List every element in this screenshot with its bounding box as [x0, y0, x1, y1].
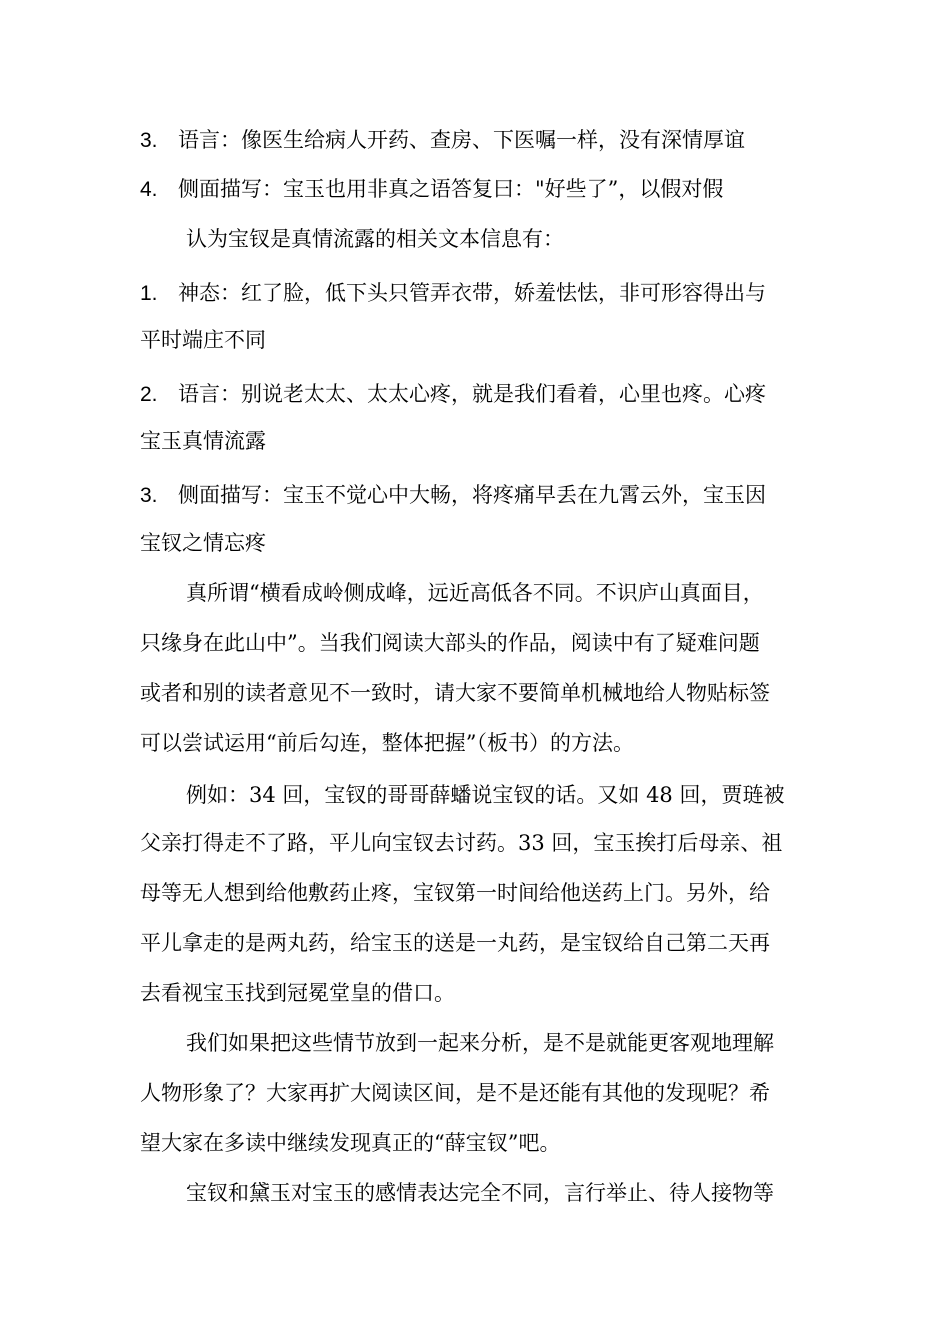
- paragraph-line: 人物形象了？大家再扩大阅读区间，是不是还能有其他的发现呢？希: [140, 1081, 770, 1105]
- paragraph-line: 平儿拿走的是两丸药，给宝玉的送是一丸药，是宝钗给自己第二天再: [140, 931, 770, 955]
- paragraph-line: 只缘身在此山中”。当我们阅读大部头的作品，阅读中有了疑难问题: [140, 631, 760, 655]
- paragraph-line: 可以尝试运用“前后勾连，整体把握”（板书）的方法。: [140, 731, 634, 755]
- line-text: 神态：红了脸，低下头只管弄衣带，娇羞怯怯，非可形容得出与: [178, 281, 766, 305]
- list-item: [140, 174, 830, 205]
- paragraph-line: 宝玉真情流露: [140, 429, 266, 453]
- list-item: [140, 278, 830, 309]
- paragraph-line: 例如：34 回，宝钗的哥哥薛蟠说宝钗的话。又如 48 回，贾琏被: [186, 783, 785, 807]
- paragraph-line: 父亲打得走不了路，平儿向宝钗去讨药。33 回，宝玉挨打后母亲、祖: [140, 831, 783, 855]
- paragraph-line: 真所谓“横看成岭侧成峰，远近高低各不同。不识庐山真面目，: [186, 581, 764, 605]
- list-number: 3.: [140, 484, 158, 507]
- line-text: 侧面描写：宝玉不觉心中大畅，将疼痛早丢在九霄云外，宝玉因: [178, 483, 766, 507]
- list-number: 3.: [140, 129, 158, 152]
- line-text: 侧面描写：宝玉也用非真之语答复曰："好些了”，以假对假: [178, 177, 724, 201]
- paragraph-line: 去看视宝玉找到冠冕堂皇的借口。: [140, 981, 455, 1005]
- paragraph-line: 或者和别的读者意见不一致时，请大家不要简单机械地给人物贴标签: [140, 681, 770, 705]
- paragraph-line: 宝钗和黛玉对宝玉的感情表达完全不同，言行举止、待人接物等: [186, 1181, 774, 1205]
- list-item: [140, 125, 830, 156]
- list-number: 4.: [140, 178, 158, 201]
- list-item: [140, 379, 830, 410]
- list-item: [140, 480, 830, 511]
- paragraph-line: 平时端庄不同: [140, 328, 266, 352]
- line-text: 语言：像医生给病人开药、查房、下医嘱一样，没有深情厚谊: [178, 128, 745, 152]
- paragraph-line: 我们如果把这些情节放到一起来分析，是不是就能更客观地理解: [186, 1031, 774, 1055]
- line-text: 语言：别说老太太、太太心疼，就是我们看着，心里也疼。心疼: [178, 382, 766, 406]
- list-number: 2.: [140, 383, 158, 406]
- paragraph-line: 望大家在多读中继续发现真正的“薛宝钗”吧。: [140, 1131, 561, 1155]
- list-number: 1.: [140, 282, 158, 305]
- paragraph-line: 认为宝钗是真情流露的相关文本信息有：: [186, 227, 564, 251]
- paragraph-line: 宝钗之情忘疼: [140, 531, 266, 555]
- paragraph-line: 母等无人想到给他敷药止疼，宝钗第一时间给他送药上门。另外，给: [140, 881, 770, 905]
